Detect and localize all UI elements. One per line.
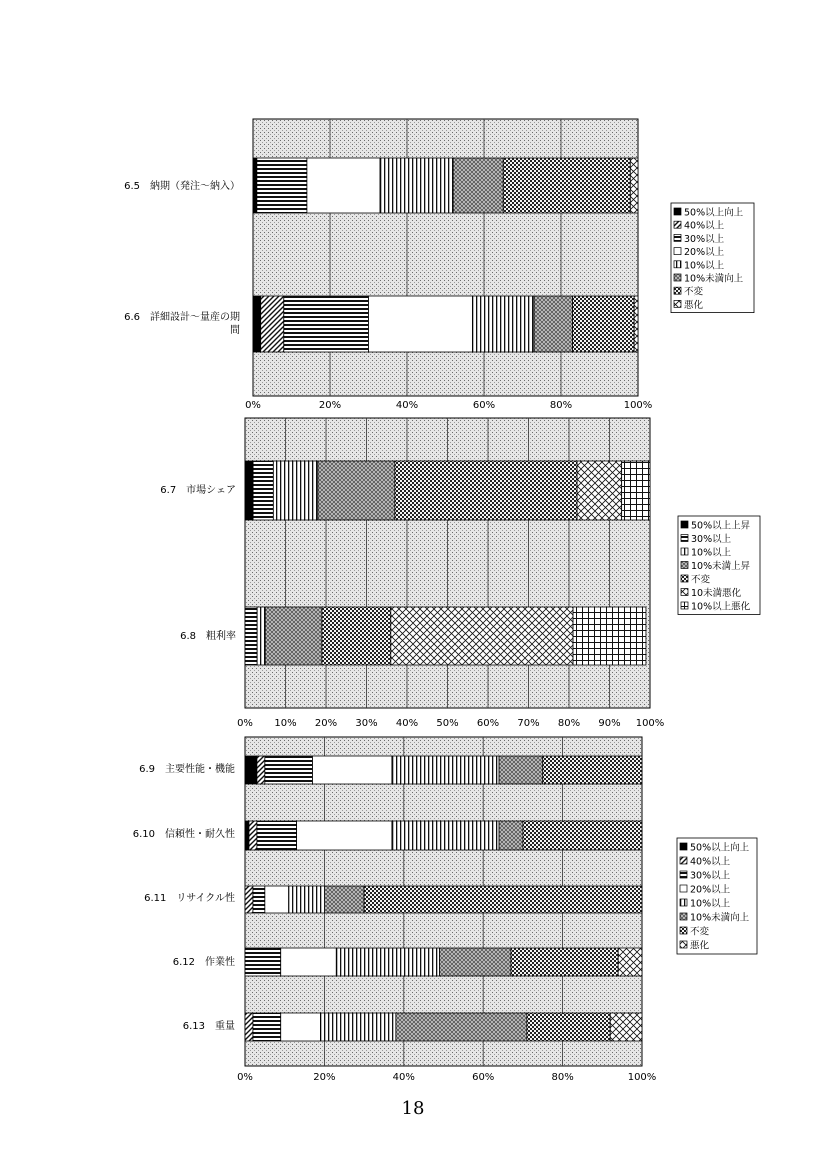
x-tick-label: 100% <box>635 718 665 729</box>
bar-segment <box>253 296 261 352</box>
x-tick-label: 0% <box>245 400 261 411</box>
category-label: 6.7 市場シェア <box>160 485 236 496</box>
legend-label: 悪化 <box>690 940 710 952</box>
bar-segment <box>261 296 284 352</box>
legend-swatch <box>674 248 681 255</box>
bar-segment <box>573 607 646 665</box>
bar-segment <box>392 756 499 784</box>
bar-segment <box>253 461 273 520</box>
x-tick-label: 40% <box>392 1072 415 1083</box>
bar-segment <box>289 886 325 913</box>
bar-segment <box>245 461 253 520</box>
stacked-bar-chart-3 <box>133 737 757 1083</box>
bar-segment <box>245 948 281 976</box>
bar-segment <box>395 461 577 520</box>
bar-segment <box>618 948 642 976</box>
x-tick-label: 60% <box>476 718 500 729</box>
bar-segment <box>257 158 307 213</box>
bar-segment <box>257 756 265 784</box>
x-tick-label: 20% <box>318 400 342 411</box>
bar-segment <box>336 948 439 976</box>
bar-segment <box>281 948 337 976</box>
bar-segment <box>273 461 318 520</box>
bar-segment <box>322 607 391 665</box>
bar-segment <box>257 821 297 850</box>
legend-label: 不変 <box>690 926 710 938</box>
category-label: 6.11 リサイクル性 <box>144 893 235 904</box>
bar-segment <box>245 821 249 850</box>
x-tick-label: 70% <box>517 718 540 729</box>
bar-segment <box>622 461 650 520</box>
bar-segment <box>320 1013 395 1041</box>
bar-segment <box>307 158 380 213</box>
bar-segment <box>312 756 391 784</box>
legend-swatch <box>680 913 687 920</box>
bar-segment <box>577 461 622 520</box>
legend-swatch <box>674 208 681 215</box>
bar-segment <box>499 821 523 850</box>
x-tick-label: 100% <box>627 1072 657 1083</box>
bar-segment <box>245 607 257 665</box>
bar-segment <box>534 296 573 352</box>
legend-swatch <box>674 274 681 281</box>
bar-segment <box>281 1013 321 1041</box>
bar-segment <box>392 821 499 850</box>
bar-segment <box>318 461 395 520</box>
bar-segment <box>523 821 642 850</box>
x-tick-label: 0% <box>237 1072 253 1083</box>
legend-label: 30%以上 <box>684 233 725 245</box>
legend-label: 10%未満向上 <box>690 912 750 924</box>
legend-label: 20%以上 <box>690 884 731 896</box>
x-tick-label: 20% <box>313 1072 336 1083</box>
x-tick-label: 50% <box>436 718 459 729</box>
bar-segment <box>453 158 503 213</box>
bar-segment <box>369 296 473 352</box>
legend-swatch <box>680 871 687 878</box>
bar-segment <box>527 1013 610 1041</box>
bar-segment <box>391 607 573 665</box>
stacked-bar-chart-1 <box>124 119 754 411</box>
bar-segment <box>511 948 618 976</box>
category-label: 6.9 主要性能・機能 <box>139 764 235 775</box>
stacked-bar-chart-2 <box>160 418 760 729</box>
category-label: 6.6 詳細設計～量産の期 <box>124 312 240 323</box>
category-label: 6.5 納期（発注～納入） <box>124 181 240 192</box>
bar-segment <box>324 886 364 913</box>
x-tick-label: 80% <box>551 1072 574 1083</box>
legend-box <box>677 838 757 954</box>
bar-segment <box>265 886 289 913</box>
legend-label: 30%以上 <box>690 870 731 882</box>
legend-swatch <box>681 589 688 596</box>
bar-segment <box>364 886 642 913</box>
category-label: 6.10 信頼性・耐久性 <box>132 829 235 840</box>
legend-label: 10%未満向上 <box>684 273 744 285</box>
bar-segment <box>253 1013 281 1041</box>
x-tick-label: 30% <box>355 718 378 729</box>
bar-segment <box>630 158 638 213</box>
bar-segment <box>610 1013 642 1041</box>
legend-label: 不変 <box>691 574 711 586</box>
legend-label: 40%以上 <box>684 220 725 232</box>
legend-swatch <box>674 234 681 241</box>
legend-label: 不変 <box>684 286 704 298</box>
bar-segment <box>265 756 313 784</box>
x-tick-label: 80% <box>557 718 581 729</box>
legend-swatch <box>674 261 681 268</box>
legend-label: 悪化 <box>684 299 704 311</box>
legend-swatch <box>681 575 688 582</box>
legend-label: 50%以上向上 <box>684 207 744 219</box>
bar-segment <box>253 886 265 913</box>
x-tick-label: 0% <box>237 718 253 729</box>
bar-segment <box>257 607 265 665</box>
bar-segment <box>265 607 322 665</box>
bar-segment <box>472 296 534 352</box>
legend-label: 40%以上 <box>690 856 731 868</box>
legend-swatch <box>681 548 688 555</box>
legend-swatch <box>681 521 688 528</box>
bar-segment <box>245 886 253 913</box>
x-tick-label: 10% <box>274 718 297 729</box>
bar-segment <box>380 158 453 213</box>
legend-label: 20%以上 <box>684 247 725 259</box>
legend-swatch <box>680 857 687 864</box>
bar-segment <box>634 296 638 352</box>
bar-segment <box>297 821 392 850</box>
legend-swatch <box>674 300 681 307</box>
bar-segment <box>249 821 257 850</box>
legend-label: 10%以上 <box>691 547 732 559</box>
legend-swatch <box>680 899 687 906</box>
legend-label: 10%以上悪化 <box>691 601 751 613</box>
category-label: 6.13 重量 <box>182 1021 235 1032</box>
legend-label: 10%未満上昇 <box>691 561 751 572</box>
bar-segment <box>245 756 257 784</box>
bar-segment <box>245 1013 253 1041</box>
legend-label: 50%以上上昇 <box>691 520 751 532</box>
legend-swatch <box>681 562 688 569</box>
category-label: 間 <box>230 325 240 336</box>
bar-segment <box>499 756 543 784</box>
x-tick-label: 20% <box>314 718 338 729</box>
x-tick-label: 60% <box>472 1072 495 1083</box>
legend-swatch <box>680 885 687 892</box>
legend-label: 10未満悪化 <box>691 588 742 599</box>
legend-swatch <box>680 843 687 850</box>
legend-label: 30%以上 <box>691 534 732 545</box>
bar-segment <box>503 158 630 213</box>
legend-swatch <box>674 221 681 228</box>
legend-label: 10%以上 <box>684 260 725 272</box>
legend-swatch <box>674 287 681 294</box>
bar-segment <box>253 158 257 213</box>
legend-label: 50%以上向上 <box>690 842 750 854</box>
x-tick-label: 60% <box>472 400 496 411</box>
legend-swatch <box>681 535 688 542</box>
legend-swatch <box>680 927 687 934</box>
category-label: 6.12 作業性 <box>172 957 235 968</box>
bar-segment <box>440 948 511 976</box>
x-tick-label: 100% <box>623 400 653 411</box>
page-number: 18 <box>401 1098 425 1119</box>
x-tick-label: 80% <box>549 400 573 411</box>
bar-segment <box>573 296 635 352</box>
bar-segment <box>543 756 642 784</box>
legend-label: 10%以上 <box>690 898 731 910</box>
legend-swatch <box>680 941 687 948</box>
bar-segment <box>284 296 369 352</box>
category-label: 6.8 粗利率 <box>180 631 236 642</box>
x-tick-label: 90% <box>598 718 621 729</box>
x-tick-label: 40% <box>395 718 419 729</box>
x-tick-label: 40% <box>395 400 419 411</box>
legend-swatch <box>681 602 688 609</box>
bar-segment <box>396 1013 527 1041</box>
